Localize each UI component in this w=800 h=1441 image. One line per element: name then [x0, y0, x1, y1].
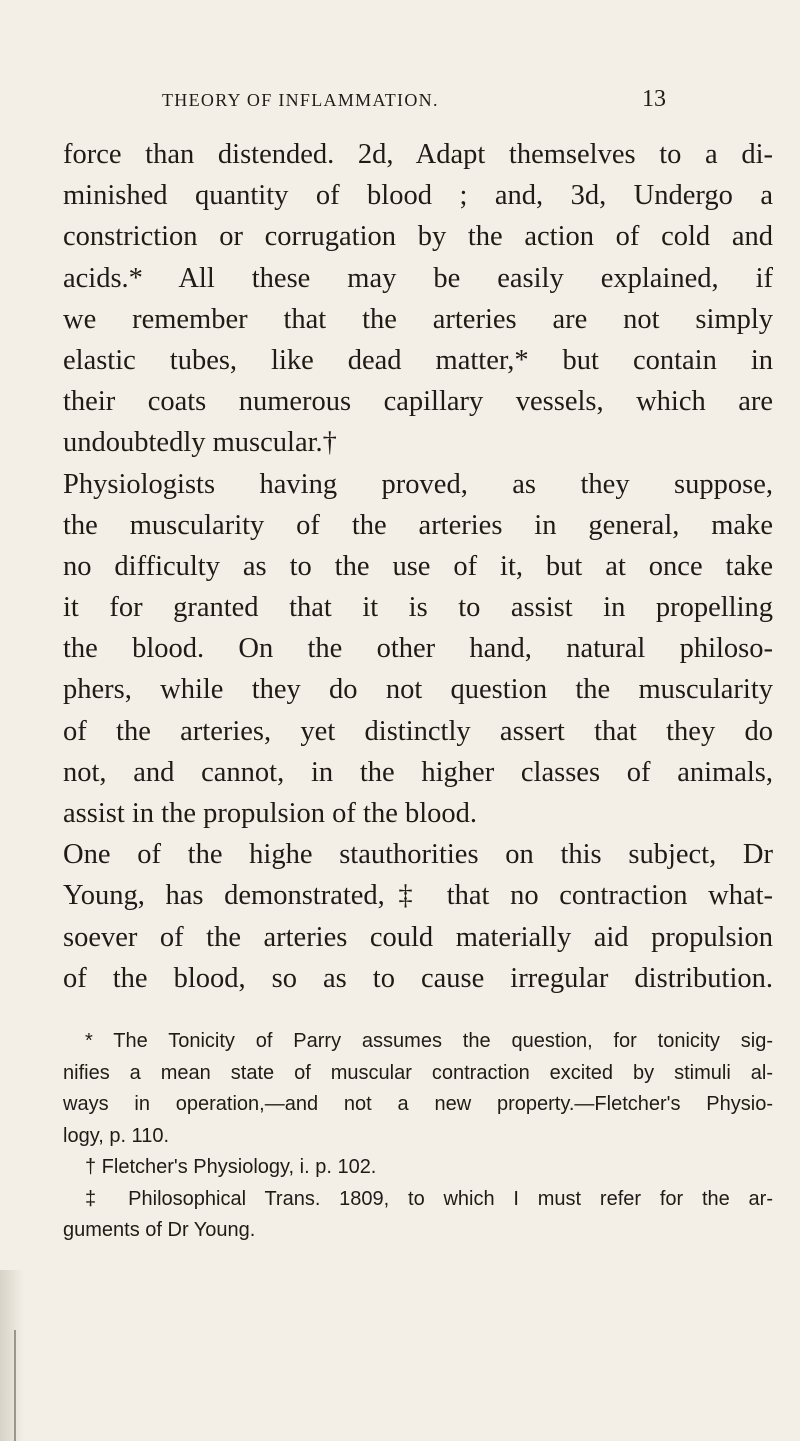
page-edge-shadow — [0, 1270, 24, 1441]
body-line: soever of the arteries could materially aid propulsion — [63, 921, 773, 953]
page-edge-mark — [14, 1330, 16, 1441]
body-line: phers, while they do not question the muscularity — [63, 674, 773, 706]
body-line: the muscularity of the arteries in general, make — [63, 509, 773, 541]
paragraph-start: One of the highe stauthorities on this subject, Dr — [63, 839, 773, 871]
body-line: Young, has demonstrated,‡ that no contraction what- — [63, 880, 773, 912]
footnotes — [63, 1026, 773, 1247]
footnote-line: ways in operation,—and not a new property.—Fletcher's Physio- — [63, 1093, 773, 1115]
body-line: their coats numerous capillary vessels, which are — [63, 386, 773, 418]
body-line: acids.* All these may be easily explained, if — [63, 262, 773, 294]
footnote-line: ‡ Philosophical Trans. 1809, to which I must refer for the ar- — [85, 1187, 773, 1210]
running-head — [162, 86, 782, 112]
page-number: 13 — [642, 86, 666, 112]
body-line: it for granted that it is to assist in propelling — [63, 592, 773, 624]
body-line: no difficulty as to the use of it, but at once take — [63, 550, 773, 582]
running-head-title: THEORY OF INFLAMMATION. — [162, 90, 439, 110]
body-line: force than distended. 2d, Adapt themselves to a di- — [63, 139, 773, 170]
footnote-line: nifies a mean state of muscular contraction excited by stimuli al- — [63, 1061, 773, 1084]
body-line: of the blood, so as to cause irregular distribution. — [63, 962, 773, 994]
body-text — [63, 134, 773, 999]
body-line: the blood. On the other hand, natural philoso- — [63, 633, 773, 665]
body-line: we remember that the arteries are not simply — [63, 303, 773, 335]
footnote-line: * The Tonicity of Parry assumes the question, for tonicity sig- — [85, 1030, 773, 1052]
footnote-line: logy, p. 110. — [63, 1124, 169, 1147]
body-line: assist in the propulsion of the blood. — [63, 798, 478, 829]
paragraph-start: Physiologists having proved, as they suppose, — [63, 468, 773, 500]
footnote-line: † Fletcher's Physiology, i. p. 102. — [85, 1156, 377, 1178]
footnote-line: guments of Dr Young. — [63, 1219, 256, 1241]
body-line: not, and cannot, in the higher classes of animals, — [63, 756, 773, 788]
body-line: constriction or corrugation by the action of cold and — [63, 221, 773, 253]
body-line: elastic tubes, like dead matter,* but contain in — [63, 344, 773, 376]
body-line: undoubtedly muscular.† — [63, 427, 337, 459]
body-line: minished quantity of blood ; and, 3d, Undergo a — [63, 180, 773, 212]
body-line: of the arteries, yet distinctly assert that they do — [63, 715, 773, 747]
